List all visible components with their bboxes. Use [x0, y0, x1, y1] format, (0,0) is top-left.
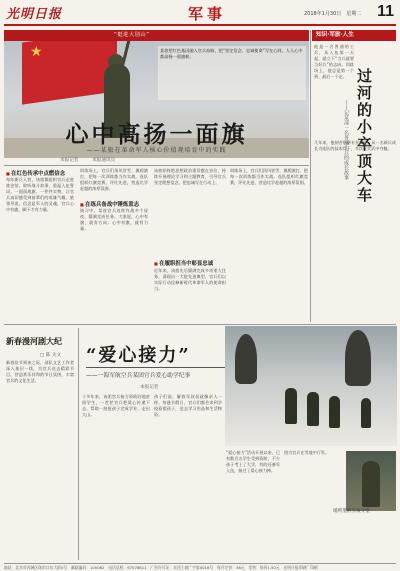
snow-march-photo: [225, 326, 397, 446]
section-divider: [4, 324, 396, 325]
publication-date: 2018年1月30日 星期二: [304, 11, 362, 17]
section-title: 军事: [188, 5, 227, 23]
sentry-photo-caption: 哨所里的雪夜守望: [333, 509, 370, 514]
sidebar-divider: [310, 30, 311, 322]
bottom-subhead: ——一海军航空兵某团官兵爱心助学纪事: [86, 367, 266, 379]
bottom-column-1: 十多年来，该团官兵接力资助驻地贫困学生，一茬茬官兵把爱心传递下去，帮助一批批孩子完成学业、走出大山。: [82, 394, 150, 418]
masthead: [4, 2, 396, 26]
sidebar-column-1: 他是一名普通的士兵，从入伍第一天起，就立下“当兵就要当好兵”的志向。训练场上，他总是第一个到、最后一个走。: [314, 44, 354, 80]
feature-subheading-2: ■ 在练兵备战中锤炼意志: [80, 200, 139, 208]
feature-subheading-1: ■ 在红色传承中点燃信念: [6, 169, 65, 177]
feature-lead: 某旅把红色基因融入官兵血脉，把“坚定信念、忠诚使命”写在心间，人人心中都高扬一面旗帜。: [158, 46, 306, 100]
soldier-figure: [329, 396, 340, 428]
leftbox-divider: [78, 328, 79, 560]
flag-star-icon: ★: [30, 44, 43, 60]
page-footer: 地址：北京市西城区珠市口东大街5号 邮政编码：100062 电话总机：67078811 广告许可证：京西工商广字第0016号 每月定价：36元 零售：每份1.50元 光明日报印刷厂印刷: [4, 563, 396, 571]
sidebar-column-2: 几年来，他刻苦钻研专业技能，从一名新兵成长为连队的技术骨干，多次在比武中夺魁。: [314, 140, 396, 152]
sentry-photo: [346, 451, 396, 511]
sidebar-subtitle: ——记某部一名普通士兵的成长故事: [343, 100, 349, 180]
leftbox-column: 新春佳节到来之际，部队文艺工作者深入基层一线，为官兵送去精彩节目，营造欢乐祥和的节日氛围，丰富官兵的文化生活。: [6, 360, 74, 384]
feature-subhead: ——某旅在革命军人核心价值观培育中的实践: [86, 147, 227, 154]
tree-shape: [235, 334, 257, 384]
divider: [4, 165, 309, 166]
feature-byline: 本报记者 本报通讯员: [60, 158, 116, 163]
newspaper-logo: 光明日报: [6, 7, 63, 22]
feature-banner: [4, 30, 309, 41]
feature-column-3b: 近年来，该旅先后圆满完成多项重大任务，涌现出一大批先进典型，官兵们以实际行动诠释新时代革命军人的使命担当。: [154, 268, 226, 292]
sidebar-header: 知识·军旅·人生: [312, 30, 396, 41]
feature-column-4: 训练场上，官兵们顶风冒雪、摸爬滚打，把每一次训练都当作实战。连队组织红旗竞赛，评比先进，营造比学赶超的浓厚氛围。: [230, 168, 308, 186]
feature-column-2a: 训练场上，官兵们顶风冒雪、摸爬滚打，把每一次训练都当作实战。连队组织红旗竞赛，评比先进，营造比学赶超的浓厚氛围。: [80, 168, 148, 192]
bottom-byline: 本报记者: [140, 385, 159, 390]
sidebar-title: 过河的小卒顶大车: [355, 68, 373, 204]
soldier-figure: [285, 388, 297, 424]
soldier-figure: [361, 398, 371, 428]
feature-column-2b: 演习中，某连官兵连续作战多个昼夜，圆满完成任务。大家说，心中有旗，就有方向；心中有旗，就有力量。: [80, 208, 148, 232]
feature-headline: 心中高扬一面旗: [65, 121, 248, 148]
page-number: 11: [377, 3, 394, 20]
red-flag-image: [22, 30, 117, 105]
feature-subheading-3: ■ 在履职担当中彰显忠诚: [154, 259, 213, 267]
feature-column-1: 每年新兵入营，该旅都组织官兵走进旅史馆，聆听战斗故事，重温入伍誓词。一面面战旗、一件件实物，让官兵真切感受到前辈们的英雄气概。旅领导说，信念是军人的灵魂，官兵心中有旗，脚下才有力量。: [6, 177, 74, 213]
tree-shape: [345, 330, 371, 386]
sentry-figure: [362, 461, 380, 507]
feature-tag: “挺进大别山”: [114, 32, 150, 38]
bottom-column-4: 图为官兵在雪地中行军。: [284, 450, 330, 455]
bottom-column-3: “爱心接力”活动开展以来，已有数百名学生受到资助，不少孩子考上了大学，有的还参军入伍，接过了爱心接力棒。: [226, 450, 280, 474]
soldier-figure: [307, 392, 319, 426]
leftbox-title: 新春漫河剧大纪: [6, 336, 62, 346]
bottom-column-2: 孩子们说，解放军叔叔就像亲人一样。每逢节假日，官兵们都会来到学校看望孩子，送去学习用品和生活物资。: [154, 394, 222, 418]
leftbox-byline: □ 陈 关文: [40, 353, 62, 358]
feature-column-3a: 该旅始终把思想政治建设摆在首位，持续开展理论学习和主题教育，引导官兵坚定理想信念，把忠诚写在行动上。: [154, 168, 226, 186]
bottom-headline: “爱心接力”: [86, 345, 191, 366]
